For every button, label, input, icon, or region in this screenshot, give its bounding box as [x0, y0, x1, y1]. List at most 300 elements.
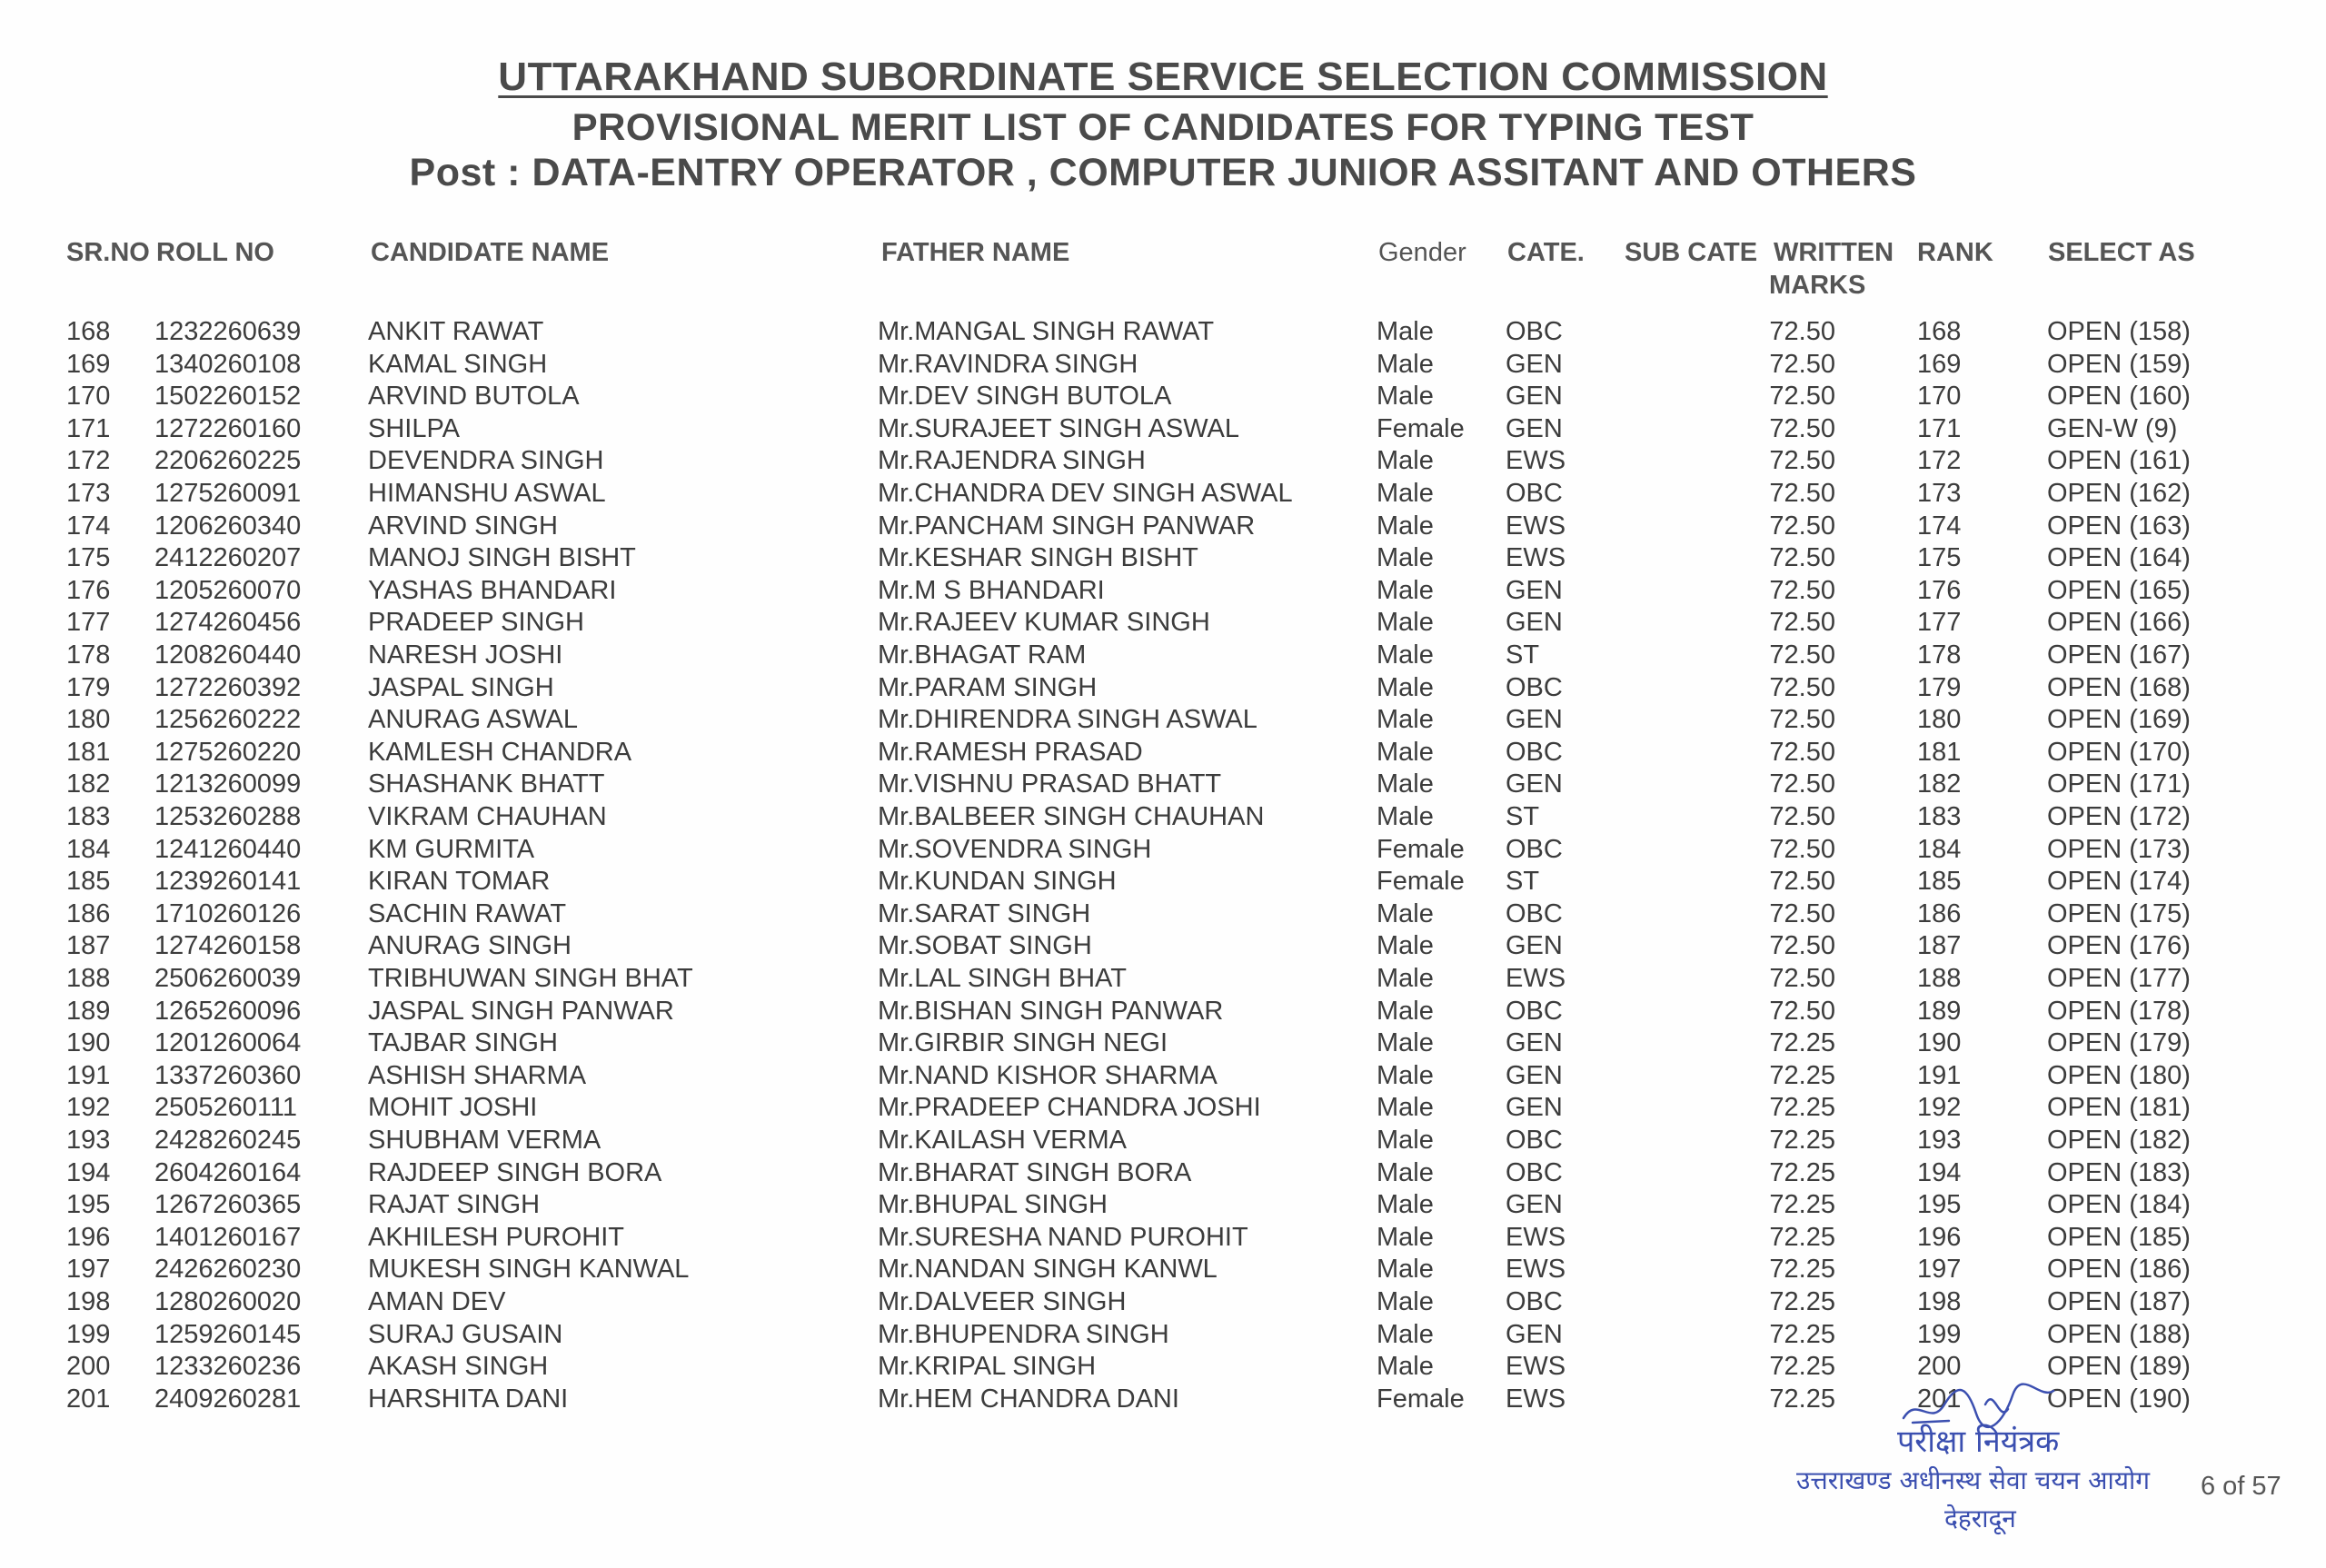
- gender-cell: Male: [1377, 1222, 1434, 1252]
- gender-cell: Male: [1377, 349, 1434, 379]
- select-as-cell: OPEN (172): [2047, 802, 2191, 831]
- sr-no-cell: 189: [66, 996, 111, 1026]
- roll-no-cell: 1272260392: [154, 672, 302, 702]
- father-name-cell: Mr.DALVEER SINGH: [878, 1287, 1127, 1316]
- written-marks-cell: 72.50: [1769, 543, 1835, 573]
- sr-no-cell: 188: [66, 964, 111, 993]
- category-cell: OBC: [1506, 898, 1563, 928]
- sr-no-cell: 191: [66, 1060, 111, 1090]
- rank-cell: 181: [1917, 737, 1962, 767]
- father-name-cell: Mr.PARAM SINGH: [878, 672, 1098, 702]
- candidate-name-cell: SHUBHAM VERMA: [368, 1126, 601, 1155]
- select-as-cell: OPEN (171): [2047, 769, 2191, 799]
- category-cell: EWS: [1506, 1384, 1566, 1414]
- roll-no-cell: 1401260167: [154, 1222, 302, 1252]
- gender-cell: Male: [1377, 1126, 1434, 1155]
- rank-cell: 194: [1917, 1157, 1962, 1187]
- select-as-cell: OPEN (190): [2047, 1384, 2191, 1414]
- father-name-cell: Mr.LAL SINGH BHAT: [878, 964, 1127, 993]
- father-name-cell: Mr.BHARAT SINGH BORA: [878, 1157, 1192, 1187]
- candidate-name-cell: JASPAL SINGH PANWAR: [368, 996, 674, 1026]
- page-number: 6 of 57: [2201, 1472, 2281, 1501]
- stamp-line-3: देहरादून: [1944, 1503, 2016, 1533]
- roll-no-cell: 2505260111: [154, 1093, 297, 1123]
- roll-no-cell: 1274260456: [154, 608, 302, 638]
- rank-cell: 186: [1917, 898, 1962, 928]
- category-cell: EWS: [1506, 1222, 1566, 1252]
- table-row: [0, 867, 2326, 899]
- gender-cell: Male: [1377, 672, 1434, 702]
- category-cell: GEN: [1506, 1319, 1563, 1349]
- select-as-cell: OPEN (162): [2047, 479, 2191, 508]
- candidate-name-cell: ASHISH SHARMA: [368, 1060, 587, 1090]
- select-as-cell: OPEN (165): [2047, 575, 2191, 605]
- rank-cell: 197: [1917, 1255, 1962, 1285]
- gender-cell: Male: [1377, 802, 1434, 831]
- select-as-cell: OPEN (186): [2047, 1255, 2191, 1285]
- rank-cell: 192: [1917, 1093, 1962, 1123]
- gender-cell: Male: [1377, 575, 1434, 605]
- gender-cell: Female: [1377, 413, 1465, 443]
- roll-no-cell: 1259260145: [154, 1319, 302, 1349]
- written-marks-cell: 72.50: [1769, 640, 1835, 670]
- roll-no-cell: 2428260245: [154, 1126, 302, 1155]
- table-row: [0, 705, 2326, 738]
- sr-no-cell: 174: [66, 511, 111, 541]
- category-cell: GEN: [1506, 608, 1563, 638]
- father-name-cell: Mr.SOBAT SINGH: [878, 931, 1092, 961]
- sr-no-cell: 172: [66, 446, 111, 476]
- rank-cell: 174: [1917, 511, 1962, 541]
- col-candidate-name: CANDIDATE NAME: [371, 238, 610, 267]
- sr-no-cell: 196: [66, 1222, 111, 1252]
- sr-no-cell: 198: [66, 1287, 111, 1316]
- sr-no-cell: 173: [66, 479, 111, 508]
- candidate-name-cell: MOHIT JOSHI: [368, 1093, 538, 1123]
- table-row: [0, 1320, 2326, 1353]
- candidate-name-cell: MUKESH SINGH KANWAL: [368, 1255, 690, 1285]
- father-name-cell: Mr.PRADEEP CHANDRA JOSHI: [878, 1093, 1261, 1123]
- roll-no-cell: 1267260365: [154, 1190, 302, 1220]
- table-row: [0, 931, 2326, 964]
- select-as-cell: OPEN (181): [2047, 1093, 2191, 1123]
- select-as-cell: OPEN (183): [2047, 1157, 2191, 1187]
- category-cell: GEN: [1506, 349, 1563, 379]
- written-marks-cell: 72.25: [1769, 1126, 1835, 1155]
- candidate-name-cell: SHASHANK BHATT: [368, 769, 605, 799]
- select-as-cell: OPEN (174): [2047, 867, 2191, 897]
- candidate-name-cell: ANKIT RAWAT: [368, 317, 544, 346]
- select-as-cell: OPEN (164): [2047, 543, 2191, 573]
- written-marks-cell: 72.50: [1769, 834, 1835, 864]
- roll-no-cell: 1337260360: [154, 1060, 302, 1090]
- written-marks-cell: 72.25: [1769, 1222, 1835, 1252]
- rank-cell: 182: [1917, 769, 1962, 799]
- roll-no-cell: 1272260160: [154, 413, 302, 443]
- select-as-cell: OPEN (177): [2047, 964, 2191, 993]
- category-cell: OBC: [1506, 317, 1563, 346]
- select-as-cell: OPEN (187): [2047, 1287, 2191, 1316]
- father-name-cell: Mr.SURESHA NAND PUROHIT: [878, 1222, 1248, 1252]
- table-row: [0, 1126, 2326, 1158]
- rank-cell: 176: [1917, 575, 1962, 605]
- written-marks-cell: 72.50: [1769, 349, 1835, 379]
- candidate-name-cell: ANURAG SINGH: [368, 931, 572, 961]
- father-name-cell: Mr.BHUPAL SINGH: [878, 1190, 1108, 1220]
- father-name-cell: Mr.SOVENDRA SINGH: [878, 834, 1152, 864]
- roll-no-cell: 1232260639: [154, 317, 302, 346]
- roll-no-cell: 1206260340: [154, 511, 302, 541]
- roll-no-cell: 1253260288: [154, 802, 302, 831]
- roll-no-cell: 2506260039: [154, 964, 302, 993]
- select-as-cell: OPEN (166): [2047, 608, 2191, 638]
- rank-cell: 169: [1917, 349, 1962, 379]
- select-as-cell: OPEN (163): [2047, 511, 2191, 541]
- rank-cell: 172: [1917, 446, 1962, 476]
- written-marks-cell: 72.50: [1769, 317, 1835, 346]
- rank-cell: 189: [1917, 996, 1962, 1026]
- sr-no-cell: 181: [66, 737, 111, 767]
- candidate-name-cell: HARSHITA DANI: [368, 1384, 569, 1414]
- table-row: [0, 964, 2326, 997]
- roll-no-cell: 2206260225: [154, 446, 302, 476]
- roll-no-cell: 1275260220: [154, 737, 302, 767]
- gender-cell: Female: [1377, 1384, 1465, 1414]
- table-row: [0, 899, 2326, 932]
- gender-cell: Male: [1377, 511, 1434, 541]
- written-marks-cell: 72.25: [1769, 1093, 1835, 1123]
- candidate-name-cell: NARESH JOSHI: [368, 640, 563, 670]
- father-name-cell: Mr.SURAJEET SINGH ASWAL: [878, 413, 1240, 443]
- written-marks-cell: 72.25: [1769, 1352, 1835, 1382]
- rank-cell: 177: [1917, 608, 1962, 638]
- roll-no-cell: 2412260207: [154, 543, 302, 573]
- gender-cell: Male: [1377, 931, 1434, 961]
- written-marks-cell: 72.50: [1769, 446, 1835, 476]
- table-row: [0, 640, 2326, 673]
- written-marks-cell: 72.50: [1769, 931, 1835, 961]
- rank-cell: 170: [1917, 382, 1962, 412]
- written-marks-cell: 72.50: [1769, 996, 1835, 1026]
- written-marks-cell: 72.50: [1769, 898, 1835, 928]
- father-name-cell: Mr.PANCHAM SINGH PANWAR: [878, 511, 1256, 541]
- gender-cell: Male: [1377, 1190, 1434, 1220]
- rank-cell: 178: [1917, 640, 1962, 670]
- candidate-name-cell: YASHAS BHANDARI: [368, 575, 617, 605]
- written-marks-cell: 72.50: [1769, 769, 1835, 799]
- rank-cell: 187: [1917, 931, 1962, 961]
- gender-cell: Female: [1377, 867, 1465, 897]
- sr-no-cell: 187: [66, 931, 111, 961]
- category-cell: GEN: [1506, 413, 1563, 443]
- candidate-name-cell: JASPAL SINGH: [368, 672, 554, 702]
- father-name-cell: Mr.HEM CHANDRA DANI: [878, 1384, 1179, 1414]
- gender-cell: Male: [1377, 1060, 1434, 1090]
- category-cell: EWS: [1506, 511, 1566, 541]
- gender-cell: Male: [1377, 737, 1434, 767]
- roll-no-cell: 1265260096: [154, 996, 302, 1026]
- table-row: [0, 479, 2326, 511]
- table-row: [0, 382, 2326, 414]
- roll-no-cell: 1280260020: [154, 1287, 302, 1316]
- gender-cell: Male: [1377, 898, 1434, 928]
- stamp-line-1: परीक्षा नियंत्रक: [1897, 1424, 2060, 1460]
- father-name-cell: Mr.DEV SINGH BUTOLA: [878, 382, 1172, 412]
- select-as-cell: OPEN (185): [2047, 1222, 2191, 1252]
- father-name-cell: Mr.BHUPENDRA SINGH: [878, 1319, 1169, 1349]
- table-row: [0, 1255, 2326, 1287]
- rank-cell: 196: [1917, 1222, 1962, 1252]
- rank-cell: 190: [1917, 1028, 1962, 1058]
- candidate-name-cell: ARVIND SINGH: [368, 511, 558, 541]
- table-row: [0, 446, 2326, 479]
- father-name-cell: Mr.GIRBIR SINGH NEGI: [878, 1028, 1168, 1058]
- roll-no-cell: 1205260070: [154, 575, 302, 605]
- select-as-cell: OPEN (170): [2047, 737, 2191, 767]
- written-marks-cell: 72.50: [1769, 608, 1835, 638]
- roll-no-cell: 1340260108: [154, 349, 302, 379]
- father-name-cell: Mr.KAILASH VERMA: [878, 1126, 1127, 1155]
- category-cell: GEN: [1506, 1190, 1563, 1220]
- written-marks-cell: 72.50: [1769, 382, 1835, 412]
- father-name-cell: Mr.M S BHANDARI: [878, 575, 1105, 605]
- rank-cell: 191: [1917, 1060, 1962, 1090]
- rank-cell: 183: [1917, 802, 1962, 831]
- category-cell: EWS: [1506, 543, 1566, 573]
- table-row: [0, 1190, 2326, 1223]
- gender-cell: Male: [1377, 1093, 1434, 1123]
- father-name-cell: Mr.KESHAR SINGH BISHT: [878, 543, 1198, 573]
- written-marks-cell: 72.50: [1769, 737, 1835, 767]
- table-row: [0, 1158, 2326, 1191]
- commission-title: UTTARAKHAND SUBORDINATE SERVICE SELECTION COMMISSION: [498, 55, 1828, 99]
- col-select-as: SELECT AS: [2048, 238, 2195, 267]
- gender-cell: Male: [1377, 317, 1434, 346]
- written-marks-cell: 72.25: [1769, 1060, 1835, 1090]
- table-row: [0, 350, 2326, 382]
- father-name-cell: Mr.RAVINDRA SINGH: [878, 349, 1138, 379]
- roll-no-cell: 1213260099: [154, 769, 302, 799]
- father-name-cell: Mr.SARAT SINGH: [878, 898, 1091, 928]
- category-cell: OBC: [1506, 996, 1563, 1026]
- rank-cell: 168: [1917, 317, 1962, 346]
- written-marks-cell: 72.25: [1769, 1287, 1835, 1316]
- category-cell: OBC: [1506, 479, 1563, 508]
- category-cell: OBC: [1506, 1157, 1563, 1187]
- rank-cell: 173: [1917, 479, 1962, 508]
- father-name-cell: Mr.RAJEEV KUMAR SINGH: [878, 608, 1210, 638]
- sr-no-cell: 197: [66, 1255, 111, 1285]
- table-row: [0, 543, 2326, 576]
- sr-no-cell: 176: [66, 575, 111, 605]
- col-father-name: FATHER NAME: [881, 238, 1070, 267]
- rank-cell: 188: [1917, 964, 1962, 993]
- select-as-cell: OPEN (182): [2047, 1126, 2191, 1155]
- gender-cell: Male: [1377, 964, 1434, 993]
- father-name-cell: Mr.NANDAN SINGH KANWL: [878, 1255, 1218, 1285]
- gender-cell: Female: [1377, 834, 1465, 864]
- written-marks-cell: 72.50: [1769, 413, 1835, 443]
- written-marks-cell: 72.50: [1769, 511, 1835, 541]
- candidate-name-cell: AKHILESH PUROHIT: [368, 1222, 624, 1252]
- father-name-cell: Mr.CHANDRA DEV SINGH ASWAL: [878, 479, 1293, 508]
- col-written-marks: WRITTEN: [1774, 238, 1894, 267]
- sr-no-cell: 194: [66, 1157, 111, 1187]
- candidate-name-cell: VIKRAM CHAUHAN: [368, 802, 607, 831]
- roll-no-cell: 1241260440: [154, 834, 302, 864]
- sr-no-cell: 195: [66, 1190, 111, 1220]
- roll-no-cell: 1233260236: [154, 1352, 302, 1382]
- written-marks-cell: 72.50: [1769, 672, 1835, 702]
- select-as-cell: OPEN (179): [2047, 1028, 2191, 1058]
- col-sr-no: SR.NO: [66, 238, 150, 267]
- category-cell: OBC: [1506, 1126, 1563, 1155]
- gender-cell: Male: [1377, 1352, 1434, 1382]
- category-cell: EWS: [1506, 964, 1566, 993]
- table-row: [0, 576, 2326, 609]
- gender-cell: Male: [1377, 769, 1434, 799]
- written-marks-cell: 72.25: [1769, 1190, 1835, 1220]
- candidate-name-cell: HIMANSHU ASWAL: [368, 479, 606, 508]
- candidate-name-cell: KIRAN TOMAR: [368, 867, 551, 897]
- father-name-cell: Mr.DHIRENDRA SINGH ASWAL: [878, 705, 1257, 735]
- select-as-cell: OPEN (176): [2047, 931, 2191, 961]
- table-row: [0, 997, 2326, 1029]
- written-marks-cell: 72.50: [1769, 867, 1835, 897]
- stamp-line-2: उत्तराखण्ड अधीनस्थ सेवा चयन आयोग: [1796, 1465, 2150, 1495]
- candidate-name-cell: TAJBAR SINGH: [368, 1028, 558, 1058]
- table-row: [0, 673, 2326, 706]
- category-cell: OBC: [1506, 834, 1563, 864]
- sr-no-cell: 183: [66, 802, 111, 831]
- rank-cell: 195: [1917, 1190, 1962, 1220]
- table-row: [0, 1287, 2326, 1320]
- table-row: [0, 1028, 2326, 1061]
- select-as-cell: OPEN (173): [2047, 834, 2191, 864]
- written-marks-cell: 72.25: [1769, 1319, 1835, 1349]
- sr-no-cell: 180: [66, 705, 111, 735]
- table-row: [0, 1223, 2326, 1255]
- roll-no-cell: 2409260281: [154, 1384, 302, 1414]
- select-as-cell: OPEN (169): [2047, 705, 2191, 735]
- select-as-cell: OPEN (180): [2047, 1060, 2191, 1090]
- written-marks-cell: 72.50: [1769, 479, 1835, 508]
- written-marks-cell: 72.50: [1769, 802, 1835, 831]
- written-marks-cell: 72.50: [1769, 575, 1835, 605]
- sr-no-cell: 184: [66, 834, 111, 864]
- category-cell: ST: [1506, 640, 1540, 670]
- candidate-name-cell: SACHIN RAWAT: [368, 898, 567, 928]
- category-cell: EWS: [1506, 446, 1566, 476]
- category-cell: OBC: [1506, 1287, 1563, 1316]
- col-written-marks-line2: MARKS: [1769, 271, 1866, 300]
- category-cell: GEN: [1506, 1028, 1563, 1058]
- select-as-cell: OPEN (189): [2047, 1352, 2191, 1382]
- select-as-cell: OPEN (167): [2047, 640, 2191, 670]
- sr-no-cell: 171: [66, 413, 111, 443]
- roll-no-cell: 1502260152: [154, 382, 302, 412]
- roll-no-cell: 1239260141: [154, 867, 302, 897]
- col-sub-category: SUB CATE: [1625, 238, 1758, 267]
- roll-no-cell: 1274260158: [154, 931, 302, 961]
- candidate-name-cell: KAMAL SINGH: [368, 349, 548, 379]
- rank-cell: 175: [1917, 543, 1962, 573]
- gender-cell: Male: [1377, 479, 1434, 508]
- select-as-cell: OPEN (188): [2047, 1319, 2191, 1349]
- category-cell: EWS: [1506, 1352, 1566, 1382]
- table-row: [0, 511, 2326, 544]
- candidate-name-cell: AMAN DEV: [368, 1287, 506, 1316]
- rank-cell: 185: [1917, 867, 1962, 897]
- father-name-cell: Mr.KUNDAN SINGH: [878, 867, 1117, 897]
- sr-no-cell: 177: [66, 608, 111, 638]
- table-row: [0, 608, 2326, 640]
- category-cell: GEN: [1506, 1093, 1563, 1123]
- rank-cell: 171: [1917, 413, 1962, 443]
- roll-no-cell: 2426260230: [154, 1255, 302, 1285]
- written-marks-cell: 72.25: [1769, 1255, 1835, 1285]
- category-cell: GEN: [1506, 769, 1563, 799]
- rank-cell: 193: [1917, 1126, 1962, 1155]
- select-as-cell: OPEN (184): [2047, 1190, 2191, 1220]
- table-row: [0, 738, 2326, 770]
- gender-cell: Male: [1377, 1255, 1434, 1285]
- gender-cell: Male: [1377, 446, 1434, 476]
- written-marks-cell: 72.25: [1769, 1157, 1835, 1187]
- category-cell: OBC: [1506, 672, 1563, 702]
- father-name-cell: Mr.MANGAL SINGH RAWAT: [878, 317, 1215, 346]
- category-cell: GEN: [1506, 705, 1563, 735]
- father-name-cell: Mr.NAND KISHOR SHARMA: [878, 1060, 1218, 1090]
- sr-no-cell: 186: [66, 898, 111, 928]
- col-category: CATE.: [1507, 238, 1585, 267]
- candidate-name-cell: TRIBHUWAN SINGH BHAT: [368, 964, 693, 993]
- father-name-cell: Mr.KRIPAL SINGH: [878, 1352, 1097, 1382]
- rank-cell: 201: [1917, 1384, 1962, 1414]
- gender-cell: Male: [1377, 1287, 1434, 1316]
- sr-no-cell: 182: [66, 769, 111, 799]
- category-cell: GEN: [1506, 1060, 1563, 1090]
- rank-cell: 198: [1917, 1287, 1962, 1316]
- post-title: Post : DATA-ENTRY OPERATOR , COMPUTER JUNIOR ASSITANT AND OTHERS: [409, 151, 1917, 194]
- sr-no-cell: 192: [66, 1093, 111, 1123]
- category-cell: ST: [1506, 867, 1540, 897]
- sr-no-cell: 200: [66, 1352, 111, 1382]
- gender-cell: Male: [1377, 996, 1434, 1026]
- father-name-cell: Mr.RAJENDRA SINGH: [878, 446, 1146, 476]
- candidate-name-cell: RAJAT SINGH: [368, 1190, 541, 1220]
- candidate-name-cell: DEVENDRA SINGH: [368, 446, 604, 476]
- category-cell: OBC: [1506, 737, 1563, 767]
- written-marks-cell: 72.25: [1769, 1384, 1835, 1414]
- sr-no-cell: 193: [66, 1126, 111, 1155]
- sr-no-cell: 179: [66, 672, 111, 702]
- rank-cell: 199: [1917, 1319, 1962, 1349]
- candidate-name-cell: SHILPA: [368, 413, 461, 443]
- sr-no-cell: 199: [66, 1319, 111, 1349]
- table-row: [0, 835, 2326, 868]
- gender-cell: Male: [1377, 382, 1434, 412]
- gender-cell: Male: [1377, 640, 1434, 670]
- candidate-name-cell: PRADEEP SINGH: [368, 608, 584, 638]
- gender-cell: Male: [1377, 705, 1434, 735]
- gender-cell: Male: [1377, 608, 1434, 638]
- gender-cell: Male: [1377, 543, 1434, 573]
- sr-no-cell: 178: [66, 640, 111, 670]
- written-marks-cell: 72.25: [1769, 1028, 1835, 1058]
- select-as-cell: GEN-W (9): [2047, 413, 2178, 443]
- roll-no-cell: 1710260126: [154, 898, 302, 928]
